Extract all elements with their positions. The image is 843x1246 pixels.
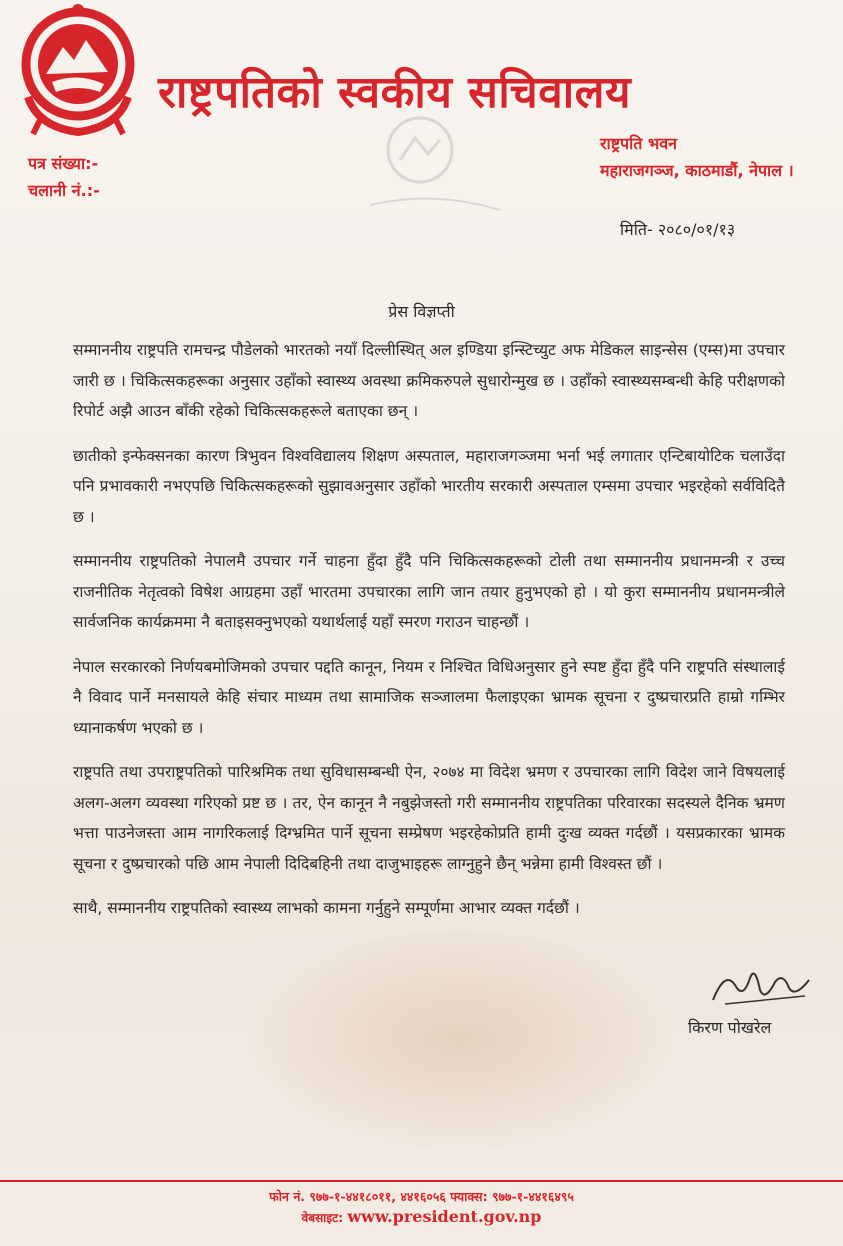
address-line-1: राष्ट्रपति भवन (600, 134, 677, 153)
paragraph: सम्माननीय राष्ट्रपतिको नेपालमै उपचार गर्ने चाहना हुँदा हुँदै पनि चिकित्सकहरूको टोली तथा सम्माननीय प्रधानमन्त्री र उच्च राजनीतिक नेतृत्वको विषेश आग्रहमा उहाँ भारतमा उपचारका लागि जान तयार हुनुभएको हो । यो कुरा सम्माननीय प्रधानमन्त्रीले सार्वजनिक कार्यक्रममा नै बताइसक्नुभएको यथार्थलाई यहाँ स्मरण गराउन चाहन्छौं । (73, 552, 785, 631)
dispatch-number-label: चलानी नं.:- (28, 181, 100, 200)
paragraph: सम्माननीय राष्ट्रपति रामचन्द्र पौडेलको भारतको नयाँ दिल्लीस्थित् अल इण्डिया इन्स्टिच्युट अफ मेडिकल साइन्सेस (एम्स)मा उपचार जारी छ । चिकित्सकहरूका अनुसार उहाँको स्वास्थ्य अवस्था क्रमिकरुपले सुधारोन्मुख छ । उहाँको स्वास्थ्यसम्बन्धी केहि परीक्षणको रिपोर्ट अझै आउन बाँकी रहेको चिकित्सकहरूले बताएका छन् । (73, 341, 785, 420)
signature-icon (705, 960, 815, 1010)
address-block (600, 130, 794, 184)
address-line-2: महाराजगञ्ज, काठमाडौं, नेपाल । (600, 161, 794, 180)
document-body (73, 335, 785, 938)
reference-block (28, 150, 100, 204)
letter-date: मिति- २०८०/०१/१३ (620, 220, 736, 239)
letter-number-label: पत्र संख्या:- (28, 154, 99, 173)
paragraph: छातीको इन्फेक्सनका कारण त्रिभुवन विश्वविद्यालय शिक्षण अस्पताल, महाराजगञ्जमा भर्ना भई लगातार एन्टिबायोटिक चलाउँदा पनि प्रभावकारी नभएपछि चिकित्सकहरूको सुझावअनुसार उहाँको भारतीय सरकारी अस्पताल एम्समा उपचार भइरहेको सर्वविदितै छ । (73, 446, 785, 526)
office-title: राष्ट्रपतिको स्वकीय सचिवालय (158, 67, 631, 118)
paper-stain (250, 930, 670, 1150)
paragraph: नेपाल सरकारको निर्णयबमोजिमको उपचार पद्दति कानून, नियम र निश्चित विधिअनुसार हुने स्पष्ट हुँदा हुँदै पनि राष्ट्रपति संस्थालाई नै विवाद पार्ने मनसायले केहि संचार माध्यम तथा सामाजिक सञ्जालमा फैलाइएका भ्रामक सूचना र दुष्प्रचारप्रति हाम्रो गम्भिर ध्यानाकर्षण भएको छ । (73, 657, 785, 737)
website-link[interactable]: www.president.gov.np (347, 1207, 542, 1226)
footer (0, 1187, 843, 1228)
footer-divider (0, 1180, 843, 1182)
website-label: वेबसाइट: (301, 1211, 344, 1225)
paragraph: साथै, सम्माननीय राष्ट्रपतिको स्वास्थ्य लाभको कामना गर्नुहुने सम्पूर्णमा आभार व्यक्त गर्दछौं । (73, 899, 580, 917)
signer-name: किरण पोखरेल (688, 1018, 772, 1037)
watermark-seal-icon (360, 110, 510, 230)
nepal-emblem-icon (8, 2, 148, 142)
footer-website-row (0, 1207, 843, 1228)
document-heading: प्रेस विज्ञप्ती (388, 302, 455, 321)
footer-phone: फोन नं. ९७७-१-४४१८०११, ४४१६०५६ फ्याक्स: ९७७-१-४४१६४९५ (269, 1189, 574, 1204)
paragraph: राष्ट्रपति तथा उपराष्ट्रपतिको पारिश्रमिक तथा सुविधासम्बन्धी ऐन, २०७४ मा विदेश भ्रमण र उपचारका लागि विदेश जाने विषयलाई अलग-अलग व्यवस्था गरिएको प्रष्ट छ । तर, ऐन कानून नै नबुझेजस्तो गरी सम्माननीय राष्ट्रपतिका परिवारका सदस्यले दैनिक भ्रमण भत्ता पाउनेजस्ता आम नागरिकलाई दिग्भ्रमित पार्ने सूचना सम्प्रेषण भइरहेकोप्रति हामी दुःख व्यक्त गर्दछौं । यसप्रकारका भ्रामक सूचना र दुष्प्रचारको पछि आम नेपाली दिदिबहिनी तथा दाजुभाइहरू लाग्नुहुने छैन् भन्नेमा हामी विश्वस्त छौं । (73, 763, 785, 873)
